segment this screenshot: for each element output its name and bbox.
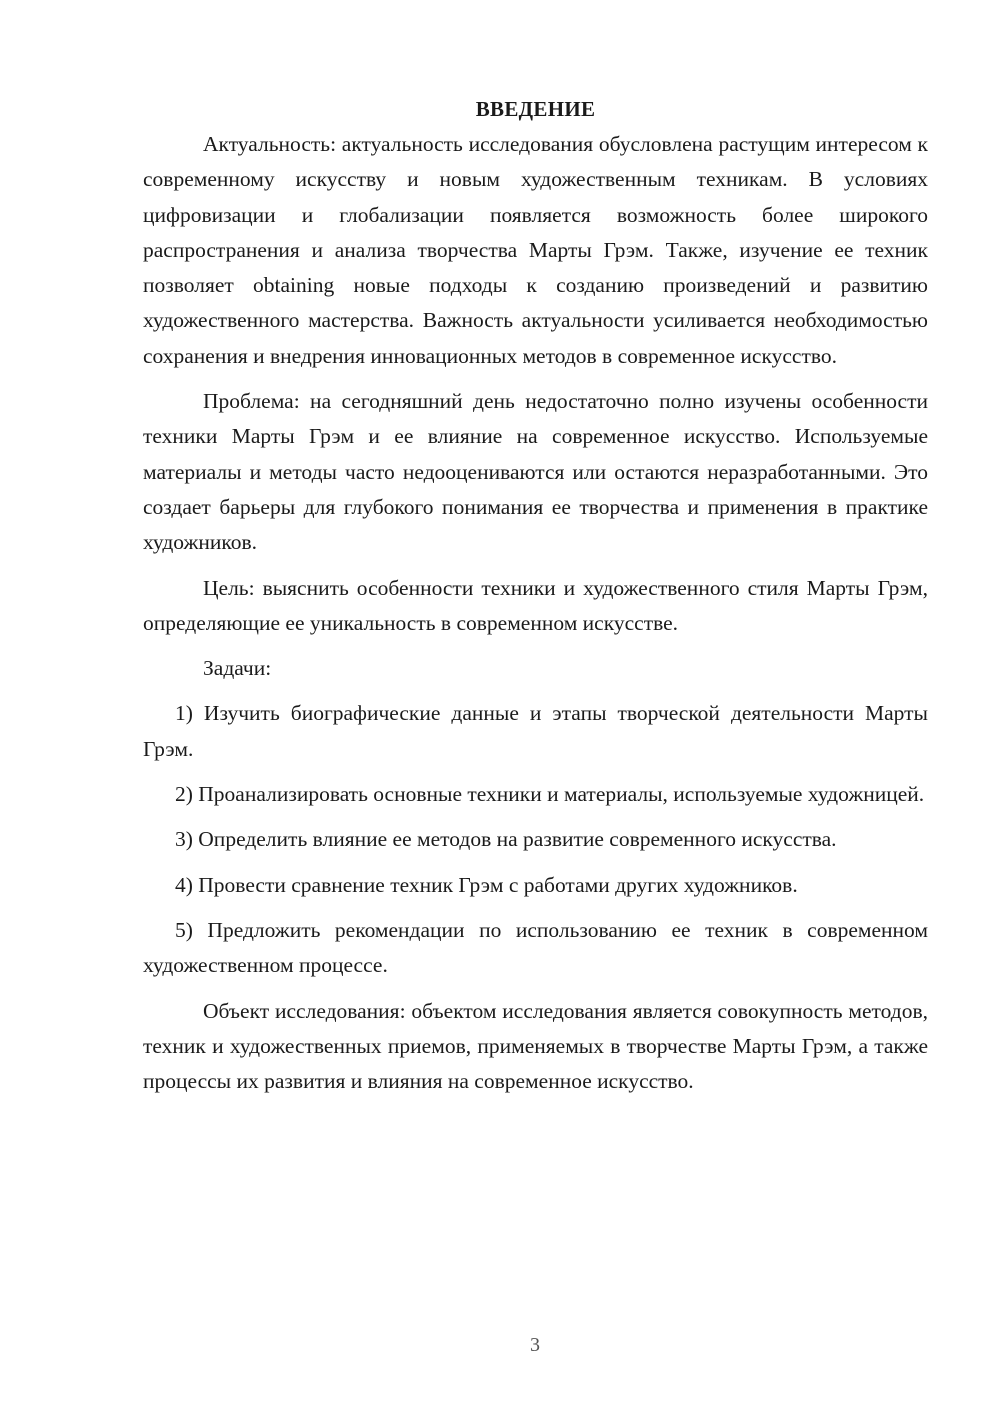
task-item-5: 5) Предложить рекомендации по использованию ее техник в современном художественном процессе. [143,917,928,978]
tasks-list [143,696,928,983]
task-item-1: 1) Изучить биографические данные и этапы творческой деятельности Марты Грэм. [143,701,928,761]
task-item-3: 3) Определить влияние ее методов на развитие современного искусства. [175,827,837,852]
page-number: 3 [530,1334,540,1356]
tasks-heading: Задачи: [203,656,272,681]
section-title: ВВЕДЕНИЕ [475,97,596,121]
task-item-2: 2) Проанализировать основные техники и материалы, используемые художницей. [175,782,925,807]
problem-paragraph: Проблема: на сегодняшний день недостаточно полно изучены особенности техники Марты Грэм и ее влияние на современное искусство. Используемые материалы и методы часто недооцениваются или остаются неразработанными. Это создает барьеры для глубокого понимания ее творчества и применения в практике художников. [143,389,928,555]
goal-paragraph: Цель: выяснить особенности техники и художественного стиля Марты Грэм, определяющие ее уникальность в современном искусстве. [143,575,928,635]
document-page [143,92,928,1109]
object-paragraph: Объект исследования: объектом исследования является совокупность методов, техник и художественных приемов, применяемых в творчестве Марты Грэм, а также процессы их развития и влияния на современное искусство. [143,998,928,1094]
relevance-paragraph: Актуальность: актуальность исследования обусловлена растущим интересом к современному искусству и новым художественным техникам. В условиях цифровизации и глобализации появляется возможность более широкого распространения и анализа творчества Марты Грэм. Также, изучение ее техник позволяет obtaining новые подходы к созданию произведений и развитию художественного мастерства. Важность актуальности усиливается необходимостью сохранения и внедрения инновационных методов в современное искусство. [143,132,928,368]
task-item-4: 4) Провести сравнение техник Грэм с работами других художников. [175,872,798,897]
